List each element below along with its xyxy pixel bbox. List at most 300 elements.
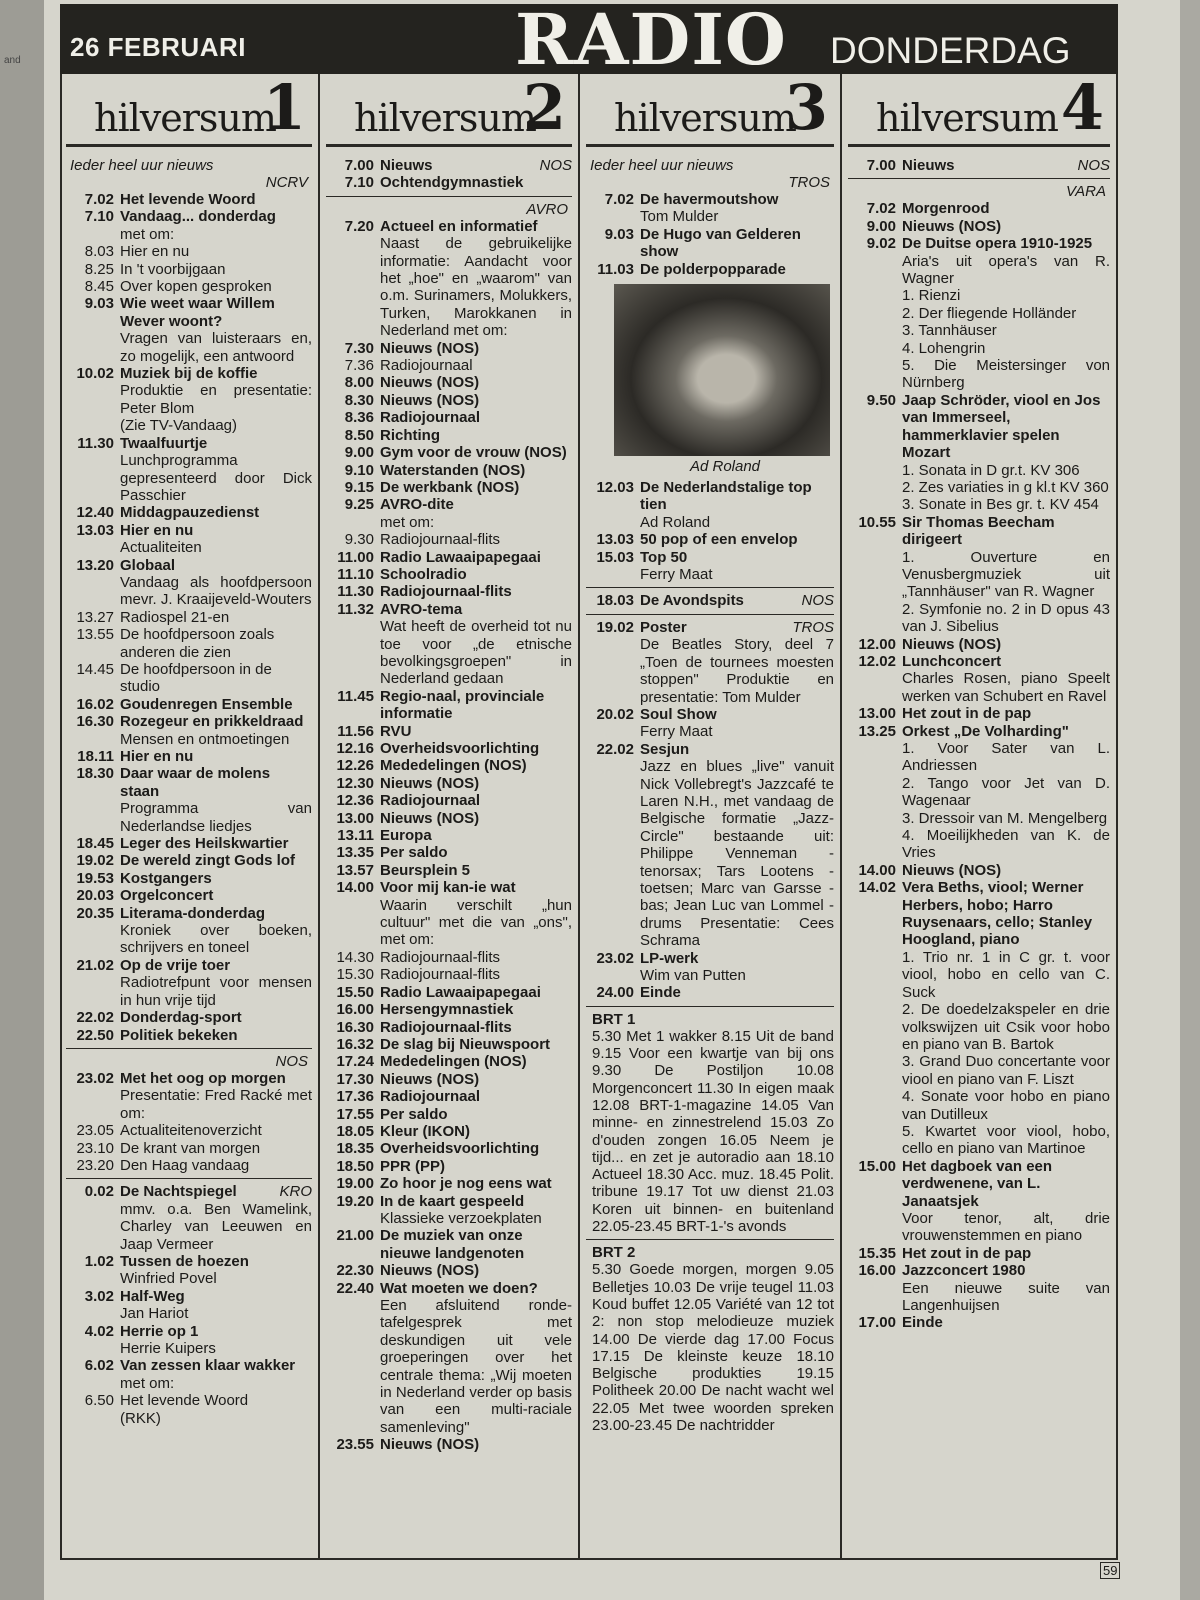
- programme-title: Schoolradio: [380, 565, 467, 583]
- programme-detail: [848, 810, 1110, 827]
- brt-title: BRT 1: [592, 1010, 636, 1028]
- programme-title: Radiojournaal: [380, 792, 481, 810]
- programme-title: Literama-donderdag: [120, 904, 266, 922]
- programme-title: Goudenregen Ensemble: [120, 695, 293, 713]
- programme-row: [326, 1088, 572, 1105]
- divider: [586, 1239, 834, 1240]
- programme-title: Radiojournaal: [380, 357, 473, 375]
- programme-time: 18.30: [76, 765, 114, 783]
- programme-time: 16.02: [76, 695, 114, 713]
- programme-title: Radio Lawaaipapegaai: [380, 548, 541, 566]
- programme-detail: [66, 1305, 312, 1322]
- programme-time: 8.00: [344, 374, 374, 392]
- programme-time: 22.30: [336, 1262, 374, 1280]
- programme-time: 7.30: [344, 339, 374, 357]
- programme-row: [326, 549, 572, 566]
- programme-title: Actueel en informatief: [380, 217, 538, 235]
- programme-row: [326, 862, 572, 879]
- programme-time: 18.35: [336, 1140, 374, 1158]
- programme-time: 13.27: [76, 608, 114, 626]
- programme-title: Nieuws (NOS): [380, 339, 480, 357]
- programme-title: Waterstanden (NOS): [380, 461, 526, 479]
- programme-time: 9.02: [866, 235, 896, 253]
- station-header: [848, 74, 1110, 147]
- programme-title: Twaalfuurtje: [120, 434, 208, 452]
- brt-schedule: 5.30 Goede morgen, morgen 9.05 Belletjes 10.03 De vrije teugel 11.03 Koud buffet 12.05 Variété van 12 tot 2: non stop melodieuze muziek 14.00 De vierde dag 17.00 Focus 17.15 De kleinste keuze 18.10 Belgische produkties 19.15 Politheek 20.00 De nacht wacht wel 22.05 Met twee woorden spreken 23.00-23.45 De nachtridder: [592, 1261, 834, 1435]
- broadcaster-tag: NOS: [801, 592, 834, 610]
- programme-title: De Nachtspiegel: [120, 1183, 237, 1201]
- programme-time: 7.10: [84, 208, 114, 226]
- programme-row: [586, 549, 834, 566]
- programme-time: 23.20: [76, 1156, 114, 1174]
- programme-time: 23.05: [76, 1122, 114, 1140]
- detail-text: 1. Sonata in D gr.t. KV 306: [902, 461, 1080, 479]
- programme-title: Actualiteitenoverzicht: [120, 1122, 262, 1140]
- programme-time: 0.02: [84, 1183, 114, 1201]
- programme-row: [326, 1436, 572, 1453]
- programme-row: [326, 1193, 572, 1210]
- programme-row: [66, 191, 312, 208]
- programme-detail: [848, 775, 1110, 810]
- programme-time: 17.24: [336, 1053, 374, 1071]
- programme-row: [66, 1009, 312, 1026]
- programme-title: Half-Weg: [120, 1287, 185, 1305]
- programme-time: 13.57: [336, 861, 374, 879]
- detail-text: Ferry Maat: [640, 723, 713, 741]
- programme-title: Vandaag... donderdag: [120, 208, 276, 226]
- detail-text: Wim van Putten: [640, 967, 746, 984]
- programme-time: 12.30: [336, 774, 374, 792]
- programme-title: AVRO-dite: [380, 496, 454, 514]
- programme-detail: [848, 549, 1110, 601]
- programme-detail: [848, 670, 1110, 705]
- programme-row: [848, 723, 1110, 740]
- programme-title: Jaap Schröder, viool en Jos van Immerseel, hammerklavier spelen Mozart: [902, 391, 1101, 462]
- detail-text: 4. Moeilijkheden van K. de Vries: [902, 827, 1110, 862]
- programme-row: [66, 661, 312, 696]
- programme-row: [326, 496, 572, 513]
- programme-detail: [66, 417, 312, 434]
- programme-time: 13.03: [596, 531, 634, 549]
- programme-time: 19.00: [336, 1175, 374, 1193]
- programme-title: Einde: [640, 984, 681, 1002]
- programme-time: 15.35: [858, 1244, 896, 1262]
- programme-title: Kleur (IKON): [380, 1122, 470, 1140]
- programme-row: [326, 444, 572, 461]
- programme-row: [848, 392, 1110, 462]
- detail-text: Waarin verschilt „hun cultuur" met die van „ons", met om:: [380, 896, 572, 949]
- programme-time: 7.36: [344, 357, 374, 375]
- programme-row: [848, 157, 1110, 174]
- programme-row: [326, 531, 572, 548]
- programme-row: [326, 1106, 572, 1123]
- station-number: 3: [784, 74, 828, 144]
- programme-title: Jazzconcert 1980: [902, 1262, 1026, 1280]
- programme-row: [326, 392, 572, 409]
- programme-time: 10.55: [858, 513, 896, 531]
- programme-row: [326, 1175, 572, 1192]
- programme-row: [586, 706, 834, 723]
- programme-detail: [66, 922, 312, 957]
- photo-caption: Ad Roland: [689, 458, 761, 476]
- programme-title: Orgelconcert: [120, 887, 214, 905]
- detail-text: Tom Mulder: [640, 208, 719, 226]
- programme-detail: [848, 496, 1110, 513]
- programme-title: In 't voorbijgaan: [120, 260, 226, 278]
- programme-detail: [848, 740, 1110, 775]
- programme-detail: [66, 731, 312, 748]
- programme-detail: [326, 235, 572, 339]
- programme-time: 22.02: [596, 740, 634, 758]
- programme-row: [586, 619, 834, 636]
- programme-row: [848, 1262, 1110, 1279]
- programme-title: Per saldo: [380, 844, 448, 862]
- programme-title: De wereld zingt Gods lof: [120, 852, 296, 870]
- station-number: 4: [1060, 74, 1104, 144]
- broadcaster-tag: TROS: [792, 618, 834, 636]
- column-hilversum-4: [840, 74, 1116, 1558]
- programme-detail: [586, 967, 834, 984]
- programme-time: 18.45: [76, 835, 114, 853]
- programme-time: 8.50: [344, 426, 374, 444]
- programme-time: 13.55: [76, 626, 114, 644]
- detail-text: met om:: [120, 1374, 175, 1392]
- programme-time: 9.00: [344, 444, 374, 462]
- programme-row: [586, 531, 834, 548]
- programme-row: [326, 827, 572, 844]
- programme-time: 15.30: [336, 966, 374, 984]
- programme-title: Soul Show: [640, 705, 717, 723]
- programme-row: [326, 757, 572, 774]
- programme-row: [326, 740, 572, 757]
- programme-title: Nieuws (NOS): [380, 1262, 480, 1280]
- programme-row: [66, 1070, 312, 1087]
- programme-time: 7.02: [604, 191, 634, 208]
- programme-detail: [66, 330, 312, 365]
- broadcaster-tag: NOS: [1077, 157, 1110, 174]
- programme-time: 12.40: [76, 504, 114, 522]
- programme-detail: [586, 636, 834, 706]
- programme-row: [66, 696, 312, 713]
- programme-detail: [848, 479, 1110, 496]
- station-header: [326, 74, 572, 147]
- programme-title: Overheidsvoorlichting: [380, 1140, 540, 1158]
- brt-title: BRT 2: [592, 1244, 636, 1262]
- programme-time: 17.30: [336, 1070, 374, 1088]
- programme-title: Radiojournaal-flits: [380, 531, 501, 549]
- programme-row: [66, 765, 312, 800]
- programme-row: [326, 357, 572, 374]
- programme-title: Het dagboek van een verdwenene, van L. Janaatsjek: [902, 1157, 1053, 1210]
- broadcaster-label: NCRV: [265, 174, 308, 191]
- programme-title: Sesjun: [640, 740, 690, 758]
- programme-time: 12.16: [336, 740, 374, 757]
- programme-row: [66, 852, 312, 869]
- programme-time: 13.00: [336, 809, 374, 827]
- programme-detail: [66, 539, 312, 556]
- programme-detail: [586, 758, 834, 949]
- programme-time: 19.53: [76, 869, 114, 887]
- detail-text: 2. De doedelzakspeler en drie volkswijzen uit Csik voor hobo en piano van B. Bartok: [902, 1001, 1110, 1053]
- programme-row: [66, 522, 312, 539]
- programme-time: 11.30: [77, 434, 114, 452]
- programme-title: PPR (PP): [380, 1157, 446, 1175]
- programme-title: Over kopen gesproken: [120, 278, 272, 296]
- programme-detail: [848, 601, 1110, 636]
- programme-title: Radiojournaal-flits: [380, 966, 501, 984]
- detail-text: 5. Die Meistersinger von Nürnberg: [902, 357, 1110, 392]
- programme-time: 14.02: [858, 879, 896, 897]
- header-date: 26 FEBRUARI: [70, 32, 246, 62]
- detail-text: Herrie Kuipers: [120, 1340, 216, 1357]
- detail-text: (Zie TV-Vandaag): [120, 417, 238, 435]
- programme-row: [326, 462, 572, 479]
- programme-detail: [66, 1087, 312, 1122]
- programme-time: 12.00: [858, 635, 896, 653]
- column-hilversum-3: [578, 74, 840, 1558]
- programme-time: 7.02: [84, 191, 114, 208]
- programme-row: [326, 1071, 572, 1088]
- detail-text: Charles Rosen, piano Speelt werken van Schubert en Ravel: [902, 670, 1110, 705]
- programme-title: Hier en nu: [120, 243, 190, 261]
- programme-title: De hoofdpersoon zoals anderen die zien: [120, 626, 275, 661]
- page-edge: [0, 0, 44, 1600]
- programme-title: Lunchconcert: [902, 652, 1002, 670]
- programme-time: 23.55: [336, 1436, 374, 1454]
- programme-title: Zo hoor je nog eens wat: [380, 1175, 552, 1193]
- station-header: [66, 74, 312, 147]
- programme-time: 21.00: [336, 1227, 374, 1245]
- broadcaster-label: NOS: [275, 1052, 308, 1070]
- programme-time: 14.00: [858, 861, 896, 879]
- programme-detail: [586, 566, 834, 583]
- broadcaster-label: TROS: [788, 174, 830, 191]
- programme-row: [326, 1227, 572, 1262]
- station-name: hilversum: [354, 96, 536, 140]
- programme-time: 23.02: [596, 949, 634, 967]
- programme-time: 15.03: [596, 548, 634, 566]
- programme-detail: [586, 723, 834, 740]
- programme-row: [66, 1157, 312, 1174]
- programme-row: [66, 278, 312, 295]
- programme-row: [66, 609, 312, 626]
- programme-row: [848, 1158, 1110, 1210]
- detail-text: 1. Rienzi: [902, 287, 961, 305]
- detail-text: 3. Tannhäuser: [902, 322, 997, 340]
- programme-row: [586, 741, 834, 758]
- programme-time: 8.03: [84, 243, 114, 261]
- programme-title: De Hugo van Gelderen show: [640, 225, 801, 261]
- programme-time: 18.05: [336, 1122, 374, 1140]
- programme-row: [326, 1123, 572, 1140]
- programme-row: [66, 905, 312, 922]
- news-note: Ieder heel uur nieuws: [70, 157, 214, 174]
- station-number: 2: [522, 74, 566, 144]
- detail-text: Vandaag als hoofdpersoon mevr. J. Kraaijeveld-Wouters: [120, 573, 312, 609]
- programme-title: Het zout in de pap: [902, 705, 1032, 723]
- programme-title: Overheidsvoorlichting: [380, 740, 540, 757]
- programme-row: [326, 879, 572, 896]
- programme-row: [326, 218, 572, 235]
- programme-row: [326, 174, 572, 191]
- programme-title: Leger des Heilskwartier: [120, 835, 289, 853]
- programme-row: [848, 879, 1110, 949]
- detail-text: Een nieuwe suite van Langenhuijsen: [902, 1279, 1110, 1314]
- programme-row: [66, 1253, 312, 1270]
- programme-row: [326, 688, 572, 723]
- programme-time: 7.20: [344, 217, 374, 235]
- programme-title: LP-werk: [640, 949, 699, 967]
- programme-title: De polderpopparade: [640, 260, 786, 278]
- detail-text: (RKK): [120, 1409, 161, 1427]
- programme-row: [326, 949, 572, 966]
- programme-row: [326, 1280, 572, 1297]
- divider: [66, 1048, 312, 1049]
- programme-time: 14.30: [336, 948, 374, 966]
- programme-row: [326, 601, 572, 618]
- programme-time: 11.00: [337, 548, 374, 566]
- programme-title: Sir Thomas Beecham dirigeert: [902, 513, 1055, 549]
- programme-detail: [848, 827, 1110, 862]
- programme-detail: [848, 253, 1110, 288]
- detail-text: 3. Sonate in Bes gr. t. KV 454: [902, 496, 1099, 514]
- programme-title: Daar waar de molens staan: [120, 765, 271, 800]
- programme-detail: [848, 287, 1110, 304]
- programme-time: 12.26: [336, 757, 374, 775]
- page-number: 59: [1100, 1562, 1120, 1579]
- programme-time: 17.55: [336, 1105, 374, 1123]
- programme-time: 16.30: [76, 713, 114, 731]
- programme-title: Europa: [380, 827, 432, 845]
- programme-title: De hoofdpersoon in de studio: [120, 660, 272, 696]
- detail-text: Wat heeft de overheid tot nu toe voor „de etnische bevolkingsgroepen" in Nederland gedaan: [380, 618, 572, 688]
- programme-row: [66, 504, 312, 521]
- detail-text: Presentatie: Fred Racké met om:: [120, 1087, 312, 1122]
- programme-row: [66, 365, 312, 382]
- programme-row: [848, 235, 1110, 252]
- station-number: 1: [262, 74, 306, 144]
- programme-time: 20.35: [76, 904, 114, 922]
- programme-time: 8.45: [84, 278, 114, 296]
- detail-text: 2. Tango voor Jet van D. Wagenaar: [902, 774, 1110, 810]
- detail-text: met om:: [380, 513, 435, 531]
- programme-title: Den Haag vandaag: [120, 1156, 250, 1174]
- programme-time: 23.02: [76, 1069, 114, 1087]
- programme-row: [66, 1323, 312, 1340]
- programme-title: Nieuws (NOS): [380, 1436, 480, 1454]
- programme-time: 9.50: [866, 391, 896, 409]
- programme-time: 13.35: [336, 844, 374, 862]
- page-header: [60, 0, 1118, 81]
- programme-time: 17.36: [336, 1088, 374, 1106]
- programme-title: Nieuws (NOS): [902, 217, 1002, 235]
- programme-title: Wie weet waar Willem Wever woont?: [120, 295, 275, 330]
- programme-row: [326, 1019, 572, 1036]
- programme-row: [66, 887, 312, 904]
- programme-row: [66, 243, 312, 260]
- programme-detail: [66, 800, 312, 835]
- programme-title: De Avondspits: [640, 592, 744, 610]
- programme-row: [586, 592, 834, 609]
- presenter-photo: [614, 284, 830, 456]
- programme-title: De muziek van onze nieuwe landgenoten: [380, 1227, 525, 1262]
- programme-detail: [326, 1210, 572, 1227]
- programme-time: 20.03: [76, 887, 114, 905]
- edge-text: and: [4, 55, 21, 66]
- programme-detail: [848, 1053, 1110, 1088]
- programme-detail: [66, 1340, 312, 1357]
- column-hilversum-2: [318, 74, 578, 1558]
- programme-time: 11.30: [337, 583, 374, 601]
- programme-title: Nieuws (NOS): [902, 861, 1002, 879]
- programme-time: 19.02: [596, 618, 634, 636]
- programme-time: 17.00: [858, 1314, 896, 1332]
- brt-schedule: 5.30 Met 1 wakker 8.15 Uit de band 9.15 Voor een kwartje van bij ons 9.30 De Postiljon 10.08 Morgenconcert 11.30 In eigen maak 12.08 BRT-1-magazine 14.05 Van minne- en zinnestrelend 15.03 Zo d'ouden zongen 16.05 Neem je tijd... en zet je autoradio aan 18.10 Actueel 18.30 Acc. muz. 18.45 Polit. tribune 19.17 Tot uw dienst 21.03 Koren uit binnen- en buitenland 22.05-23.45 BRT-1-'s avonds: [592, 1027, 834, 1236]
- broadcaster-label: AVRO: [526, 200, 568, 218]
- programme-title: Radiojournaal: [380, 409, 481, 427]
- broadcaster-tag: NOS: [539, 157, 572, 174]
- programme-row: [66, 870, 312, 887]
- programme-time: 16.32: [336, 1035, 374, 1053]
- divider: [586, 614, 834, 615]
- programme-title: Hier en nu: [120, 521, 194, 539]
- programme-row: [326, 810, 572, 827]
- programme-title: Ochtendgymnastiek: [380, 174, 524, 192]
- programme-detail: [66, 974, 312, 1009]
- programme-title: Muziek bij de koffie: [120, 365, 258, 383]
- programme-row: [326, 409, 572, 426]
- programme-row: [326, 1001, 572, 1018]
- programme-row: [848, 1314, 1110, 1331]
- programme-time: 16.00: [336, 1001, 374, 1019]
- detail-text: 2. Symfonie no. 2 in D opus 43 van J. Sibelius: [902, 600, 1110, 636]
- programme-time: 9.00: [866, 217, 896, 235]
- programme-row: [66, 626, 312, 661]
- programme-time: 14.45: [76, 660, 114, 678]
- programme-row: [326, 157, 572, 174]
- programme-row: [66, 713, 312, 730]
- detail-text: 1. Voor Sater van L. Andriessen: [902, 740, 1110, 775]
- column-hilversum-1: [60, 74, 318, 1558]
- programme-time: 12.03: [596, 479, 634, 497]
- programme-time: 9.30: [344, 531, 374, 549]
- programme-title: Rozegeur en prikkeldraad: [120, 713, 304, 731]
- programme-time: 8.25: [84, 260, 114, 278]
- programme-time: 8.30: [344, 391, 374, 409]
- detail-text: Vragen van luisteraars en, zo mogelijk, een antwoord: [120, 330, 312, 365]
- detail-text: Winfried Povel: [120, 1270, 217, 1288]
- programme-row: [326, 844, 572, 861]
- programme-row: [66, 261, 312, 278]
- detail-text: Naast de gebruikelijke informatie: Aandacht voor het „hoe" en „waarom" van o.m. Surinamers, Molukkers, Turken, Marokkanen in Nederland met om:: [380, 235, 572, 340]
- programme-detail: [66, 1270, 312, 1287]
- programme-time: 13.11: [337, 827, 374, 845]
- programme-title: Radiojournaal: [380, 1088, 481, 1106]
- programme-detail: [66, 574, 312, 609]
- detail-text: 1. Trio nr. 1 in C gr. t. voor viool, hobo en cello van C. Suck: [902, 948, 1110, 1001]
- programme-row: [326, 479, 572, 496]
- programme-title: Middagpauzedienst: [120, 504, 260, 522]
- detail-text: Een afsluitend ronde-tafelgesprek met deskundigen uit vele groeperingen over het centrale thema: „Wij moeten in Nederland verder op basis van een multi-raciale samenleving": [380, 1297, 572, 1436]
- programme-row: [326, 723, 572, 740]
- detail-text: Programma van Nederlandse liedjes: [120, 800, 312, 835]
- programme-row: [848, 636, 1110, 653]
- programme-detail: [586, 208, 834, 225]
- programme-detail: [848, 1001, 1110, 1053]
- detail-text: Lunchprogramma gepresenteerd door Dick Passchier: [120, 452, 312, 504]
- programme-title: Herrie op 1: [120, 1322, 199, 1340]
- detail-text: Ferry Maat: [640, 566, 713, 584]
